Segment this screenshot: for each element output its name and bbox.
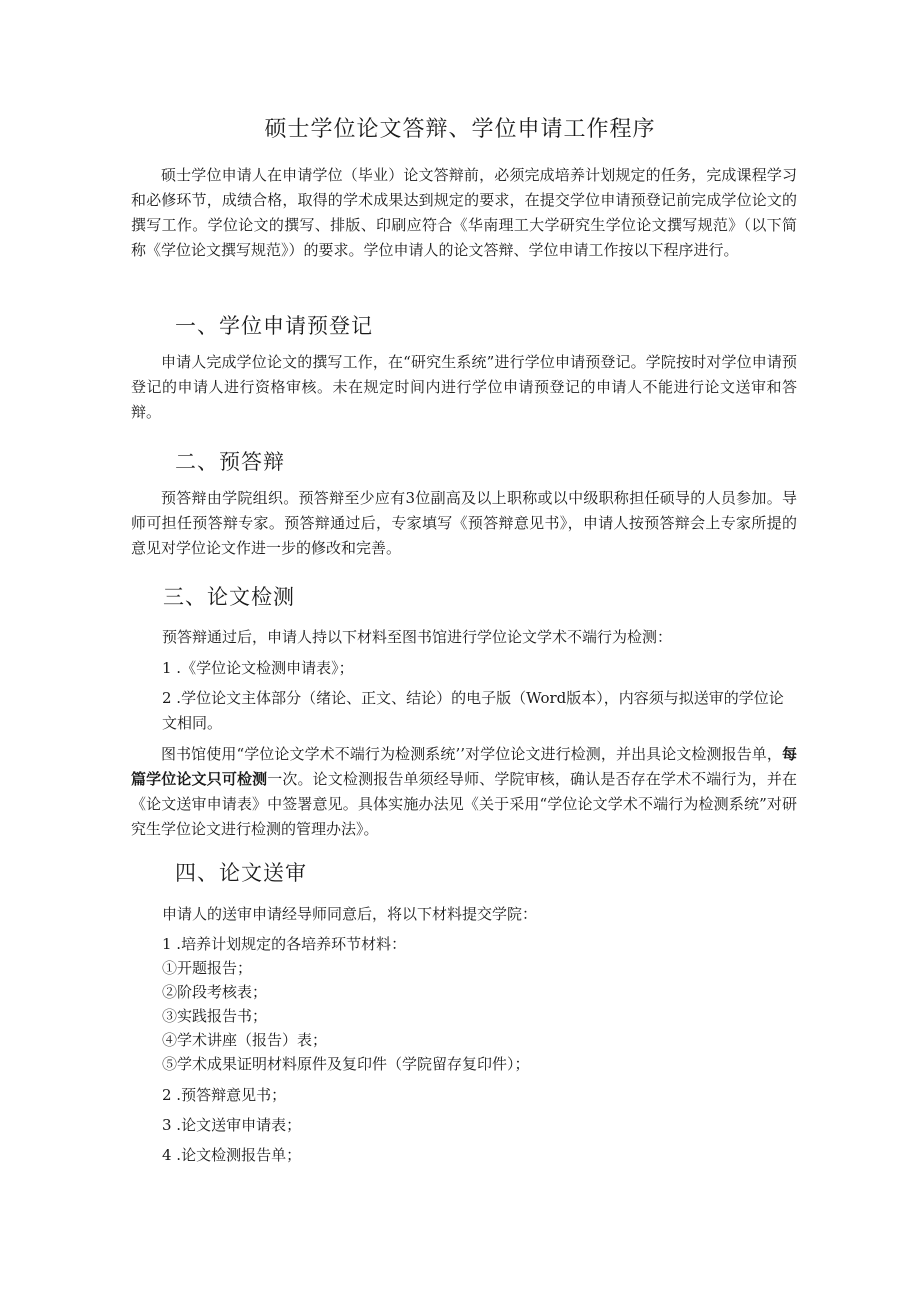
section4-sub5: ⑤学术成果证明材料原件及复印件（学院留存复印件）； (162, 1055, 530, 1073)
section4-item4: 4 .论文检测报告单； (162, 1146, 302, 1164)
section3-para-bold: 每篇学位论文只可检测 (131, 745, 797, 788)
section3-paragraph (131, 742, 797, 842)
section3-lead: 预答辩通过后，申请人持以下材料至图书馆进行学位论文学术不端行为检测： (162, 628, 673, 646)
document-title: 硕士学位论文答辩、学位申请工作程序 (264, 117, 656, 142)
section3-para-part-a: 图书馆使用“学位论文学术不端行为检测系统’’对学位论文进行检测，并出具论文检测报告单， (161, 745, 782, 763)
section4-item1: 1 .培养计划规定的各培养环节材料： (162, 935, 407, 953)
section4-item3: 3 .论文送审申请表； (162, 1116, 302, 1134)
section4-sub3: ③实践报告书； (162, 1007, 268, 1025)
section3-para-part-b: 一次。论文检测报告单须经导师、学院审核，确认是否存在学术不端行为，并在《论文送审申请表》中签署意见。具体实施办法见《关于采用“学位论文学术不端行为检测系统”对研究生学位论文进行检测的管理办法》。 (131, 770, 797, 838)
section4-sub2: ②阶段考核表； (162, 983, 268, 1001)
section3-heading: 三、论文检测 (163, 585, 295, 609)
section1-heading: 一、学位申请预登记 (175, 314, 373, 338)
section4-lead: 申请人的送审申请经导师同意后，将以下材料提交学院： (162, 905, 538, 923)
section3-item1: 1 .《学位论文检测申请表》； (162, 659, 354, 677)
section1-paragraph: 申请人完成学位论文的撰写工作，在“研究生系统”进行学位申请预登记。学院按时对学位申请预登记的申请人进行资格审核。未在规定时间内进行学位申请预登记的申请人不能进行论文送审和答辩。 (131, 353, 797, 421)
section4-item2: 2 .预答辩意见书； (162, 1086, 287, 1104)
section2-paragraph: 预答辩由学院组织。预答辩至少应有3位副高及以上职称或以中级职称担任硕导的人员参加。导师可担任预答辩专家。预答辩通过后，专家填写《预答辩意见书》，申请人按预答辩会上专家所提的意见对学位论文作进一步的修改和完善。 (131, 489, 797, 557)
section4-sub1: ①开题报告； (162, 959, 253, 977)
section4-heading: 四、论文送审 (175, 861, 307, 885)
section4-sub4: ④学术讲座（报告）表； (162, 1031, 328, 1049)
section3-item2: 2 .学位论文主体部分（绪论、正文、结论）的电子版（Word版本），内容须与拟送审的学位论文相同。 (162, 689, 784, 732)
section2-heading: 二、预答辩 (175, 450, 285, 474)
intro-paragraph: 硕士学位申请人在申请学位（毕业）论文答辩前，必须完成培养计划规定的任务，完成课程学习和必修环节，成绩合格，取得的学术成果达到规定的要求，在提交学位申请预登记前完成学位论文的撰写工作。学位论文的撰写、排版、印刷应符合《华南理工大学研究生学位论文撰写规范》（以下简称《学位论文撰写规范》）的要求。学位申请人的论文答辩、学位申请工作按以下程序进行。 (131, 166, 797, 259)
